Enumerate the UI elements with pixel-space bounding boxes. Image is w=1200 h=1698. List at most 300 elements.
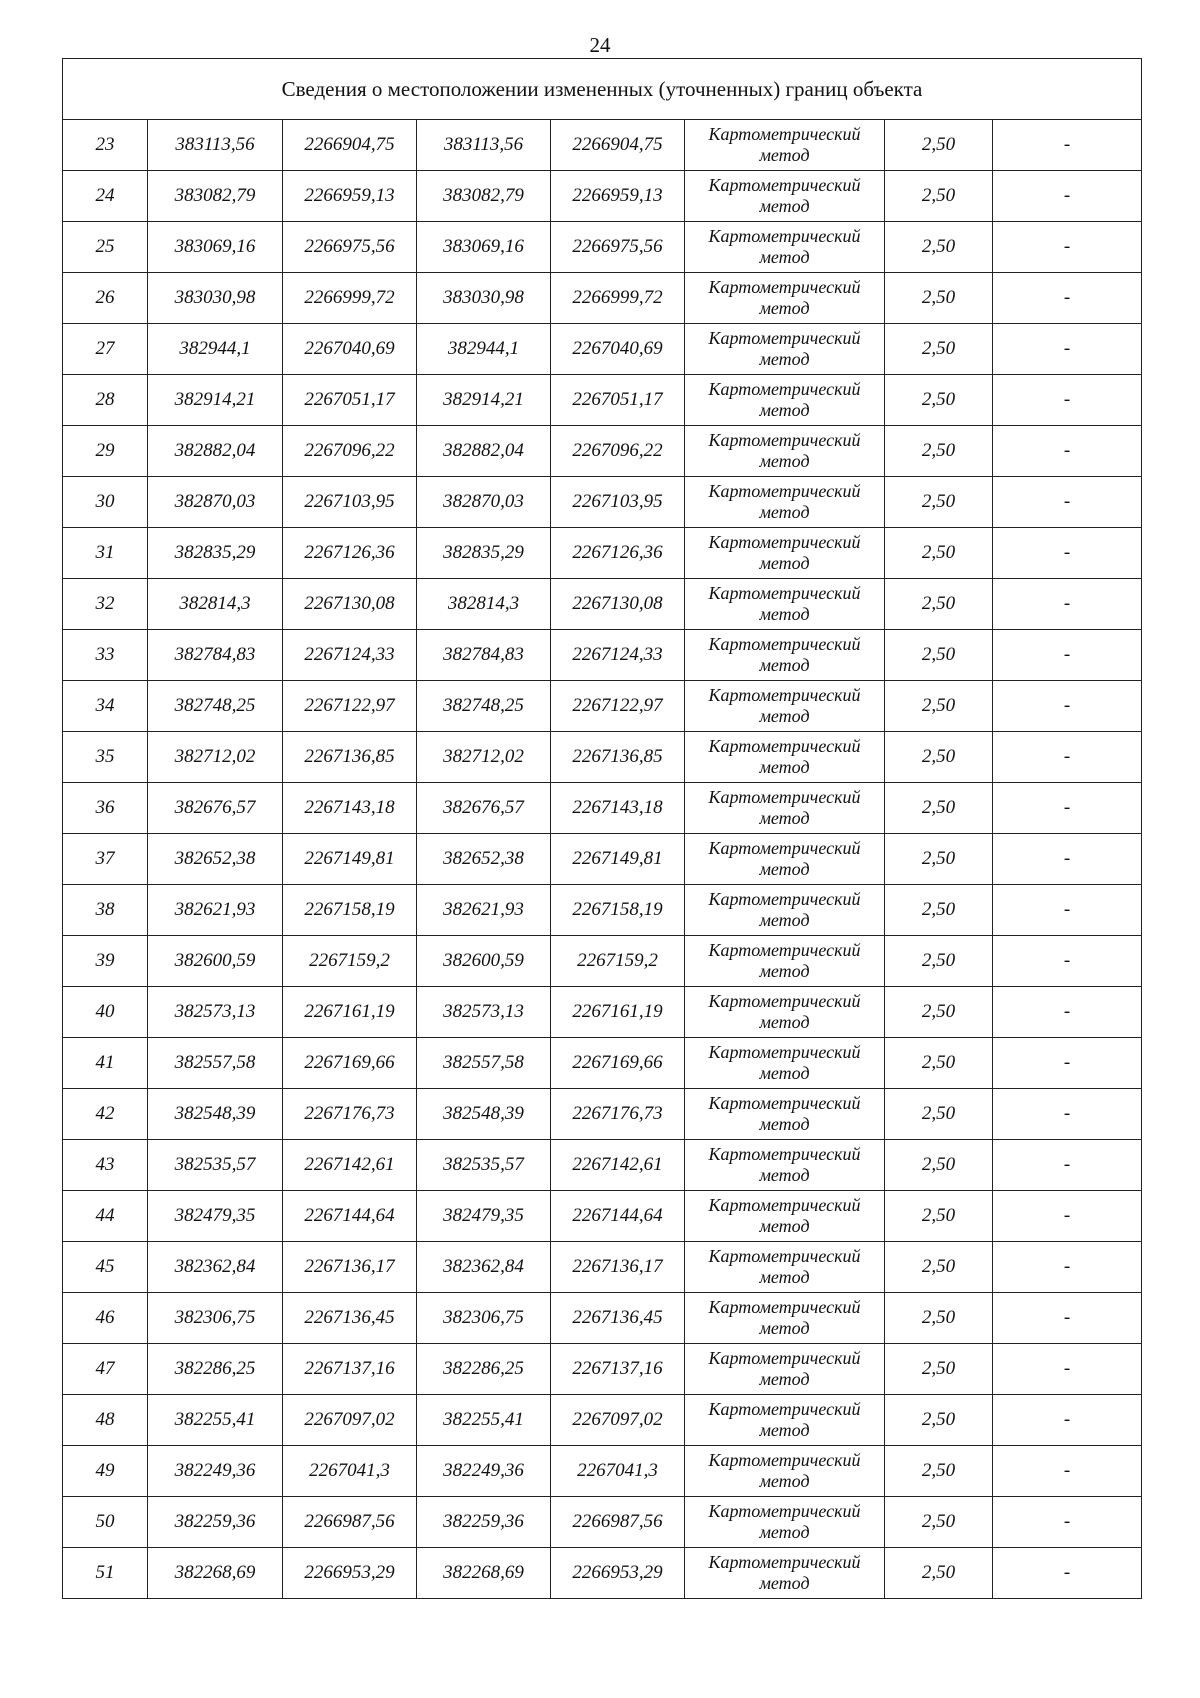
method-line-1: Картометрический [708,583,861,603]
note-cell: - [993,120,1142,171]
method-line-2: метод [759,757,810,777]
method-line-2: метод [759,349,810,369]
refined-x-cell: 382249,36 [417,1446,551,1497]
refined-y-cell: 2267176,73 [551,1089,685,1140]
method-cell [685,171,885,222]
table-row [63,528,1142,579]
existing-x-cell: 382306,75 [148,1293,283,1344]
existing-x-cell: 382557,58 [148,1038,283,1089]
existing-x-cell: 382600,59 [148,936,283,987]
accuracy-cell: 2,50 [885,885,993,936]
existing-y-cell: 2267051,17 [283,375,417,426]
accuracy-cell: 2,50 [885,936,993,987]
method-line-1: Картометрический [708,1348,861,1368]
refined-x-cell: 382268,69 [417,1548,551,1599]
existing-y-cell: 2266959,13 [283,171,417,222]
refined-x-cell: 383030,98 [417,273,551,324]
refined-x-cell: 383113,56 [417,120,551,171]
point-number-cell: 27 [63,324,148,375]
method-cell [685,375,885,426]
method-cell [685,834,885,885]
existing-y-cell: 2267096,22 [283,426,417,477]
method-cell [685,936,885,987]
refined-y-cell: 2267158,19 [551,885,685,936]
table-row [63,681,1142,732]
method-line-1: Картометрический [708,532,861,552]
point-number-cell: 40 [63,987,148,1038]
method-line-1: Картометрический [708,1552,861,1572]
method-line-1: Картометрический [708,430,861,450]
refined-x-cell: 382600,59 [417,936,551,987]
method-cell [685,1548,885,1599]
note-cell: - [993,630,1142,681]
existing-y-cell: 2266999,72 [283,273,417,324]
existing-y-cell: 2266987,56 [283,1497,417,1548]
method-line-2: метод [759,247,810,267]
note-cell: - [993,732,1142,783]
table-row [63,885,1142,936]
table-row [63,273,1142,324]
note-cell: - [993,1344,1142,1395]
table-row [63,324,1142,375]
boundary-coordinates-table [62,58,1142,1599]
point-number-cell: 36 [63,783,148,834]
method-line-1: Картометрический [708,277,861,297]
method-cell [685,120,885,171]
refined-y-cell: 2266904,75 [551,120,685,171]
existing-y-cell: 2267169,66 [283,1038,417,1089]
method-cell [685,579,885,630]
note-cell: - [993,1089,1142,1140]
accuracy-cell: 2,50 [885,579,993,630]
accuracy-cell: 2,50 [885,273,993,324]
method-line-1: Картометрический [708,940,861,960]
method-cell [685,1344,885,1395]
point-number-cell: 50 [63,1497,148,1548]
table-row [63,1140,1142,1191]
existing-x-cell: 382944,1 [148,324,283,375]
table-row [63,171,1142,222]
existing-x-cell: 382286,25 [148,1344,283,1395]
existing-y-cell: 2267136,17 [283,1242,417,1293]
accuracy-cell: 2,50 [885,171,993,222]
table-row [63,1446,1142,1497]
page-number: 24 [589,33,611,57]
existing-y-cell: 2267122,97 [283,681,417,732]
refined-x-cell: 382557,58 [417,1038,551,1089]
point-number-cell: 42 [63,1089,148,1140]
point-number-cell: 33 [63,630,148,681]
accuracy-cell: 2,50 [885,681,993,732]
note-cell: - [993,885,1142,936]
existing-y-cell: 2266953,29 [283,1548,417,1599]
accuracy-cell: 2,50 [885,987,993,1038]
accuracy-cell: 2,50 [885,120,993,171]
table-row [63,987,1142,1038]
method-line-1: Картометрический [708,1042,861,1062]
method-line-2: метод [759,553,810,573]
method-line-2: метод [759,1267,810,1287]
method-line-2: метод [759,196,810,216]
note-cell: - [993,273,1142,324]
refined-x-cell: 382535,57 [417,1140,551,1191]
point-number-cell: 34 [63,681,148,732]
table-title: Сведения о местоположении измененных (уточненных) границ объекта [63,59,1142,120]
existing-y-cell: 2267130,08 [283,579,417,630]
method-line-1: Картометрический [708,634,861,654]
refined-y-cell: 2266959,13 [551,171,685,222]
existing-y-cell: 2267126,36 [283,528,417,579]
note-cell: - [993,1395,1142,1446]
table-row [63,1548,1142,1599]
table-row [63,579,1142,630]
method-cell [685,1089,885,1140]
method-line-2: метод [759,1522,810,1542]
refined-y-cell: 2267051,17 [551,375,685,426]
existing-x-cell: 382249,36 [148,1446,283,1497]
method-line-2: метод [759,451,810,471]
existing-y-cell: 2266975,56 [283,222,417,273]
method-line-1: Картометрический [708,736,861,756]
existing-y-cell: 2266904,75 [283,120,417,171]
accuracy-cell: 2,50 [885,834,993,885]
refined-y-cell: 2267137,16 [551,1344,685,1395]
accuracy-cell: 2,50 [885,1395,993,1446]
refined-y-cell: 2267169,66 [551,1038,685,1089]
method-line-2: метод [759,808,810,828]
method-line-1: Картометрический [708,1093,861,1113]
existing-y-cell: 2267124,33 [283,630,417,681]
point-number-cell: 43 [63,1140,148,1191]
refined-x-cell: 382748,25 [417,681,551,732]
method-line-2: метод [759,1216,810,1236]
table-row [63,1038,1142,1089]
method-cell [685,885,885,936]
method-line-1: Картометрический [708,838,861,858]
method-line-2: метод [759,400,810,420]
existing-x-cell: 382835,29 [148,528,283,579]
method-cell [685,528,885,579]
accuracy-cell: 2,50 [885,732,993,783]
existing-y-cell: 2267041,3 [283,1446,417,1497]
method-line-2: метод [759,961,810,981]
accuracy-cell: 2,50 [885,1497,993,1548]
refined-y-cell: 2267136,85 [551,732,685,783]
existing-y-cell: 2267158,19 [283,885,417,936]
point-number-cell: 44 [63,1191,148,1242]
point-number-cell: 45 [63,1242,148,1293]
method-cell [685,630,885,681]
accuracy-cell: 2,50 [885,783,993,834]
note-cell: - [993,1038,1142,1089]
refined-y-cell: 2267096,22 [551,426,685,477]
existing-x-cell: 383030,98 [148,273,283,324]
method-cell [685,222,885,273]
refined-x-cell: 382259,36 [417,1497,551,1548]
existing-y-cell: 2267097,02 [283,1395,417,1446]
refined-y-cell: 2267161,19 [551,987,685,1038]
method-line-2: метод [759,1369,810,1389]
refined-y-cell: 2267159,2 [551,936,685,987]
method-line-2: метод [759,1420,810,1440]
table-header-row [63,59,1142,120]
refined-y-cell: 2266975,56 [551,222,685,273]
existing-x-cell: 382535,57 [148,1140,283,1191]
note-cell: - [993,1497,1142,1548]
refined-x-cell: 382870,03 [417,477,551,528]
existing-x-cell: 382259,36 [148,1497,283,1548]
method-cell [685,987,885,1038]
existing-y-cell: 2267136,85 [283,732,417,783]
method-line-2: метод [759,1471,810,1491]
refined-y-cell: 2267041,3 [551,1446,685,1497]
refined-y-cell: 2266953,29 [551,1548,685,1599]
point-number-cell: 26 [63,273,148,324]
table-body [63,120,1142,1599]
point-number-cell: 51 [63,1548,148,1599]
refined-x-cell: 382362,84 [417,1242,551,1293]
accuracy-cell: 2,50 [885,222,993,273]
refined-x-cell: 382814,3 [417,579,551,630]
table-row [63,1395,1142,1446]
method-cell [685,1038,885,1089]
method-cell [685,477,885,528]
existing-x-cell: 382784,83 [148,630,283,681]
existing-y-cell: 2267103,95 [283,477,417,528]
refined-y-cell: 2267144,64 [551,1191,685,1242]
refined-x-cell: 382479,35 [417,1191,551,1242]
method-line-1: Картометрический [708,379,861,399]
refined-x-cell: 382286,25 [417,1344,551,1395]
point-number-cell: 35 [63,732,148,783]
method-line-2: метод [759,1318,810,1338]
method-line-1: Картометрический [708,1297,861,1317]
refined-y-cell: 2267097,02 [551,1395,685,1446]
existing-y-cell: 2267142,61 [283,1140,417,1191]
point-number-cell: 32 [63,579,148,630]
method-line-2: метод [759,502,810,522]
refined-x-cell: 382621,93 [417,885,551,936]
accuracy-cell: 2,50 [885,1446,993,1497]
existing-x-cell: 382621,93 [148,885,283,936]
point-number-cell: 46 [63,1293,148,1344]
method-line-2: метод [759,604,810,624]
refined-x-cell: 382944,1 [417,324,551,375]
accuracy-cell: 2,50 [885,426,993,477]
refined-y-cell: 2267040,69 [551,324,685,375]
refined-y-cell: 2267122,97 [551,681,685,732]
existing-x-cell: 382676,57 [148,783,283,834]
existing-y-cell: 2267040,69 [283,324,417,375]
accuracy-cell: 2,50 [885,1089,993,1140]
note-cell: - [993,222,1142,273]
point-number-cell: 23 [63,120,148,171]
refined-y-cell: 2267136,45 [551,1293,685,1344]
table-row [63,222,1142,273]
table-row [63,732,1142,783]
existing-y-cell: 2267144,64 [283,1191,417,1242]
method-line-1: Картометрический [708,1399,861,1419]
point-number-cell: 38 [63,885,148,936]
method-cell [685,273,885,324]
point-number-cell: 30 [63,477,148,528]
existing-y-cell: 2267161,19 [283,987,417,1038]
method-cell [685,1446,885,1497]
method-line-2: метод [759,1012,810,1032]
table-row [63,375,1142,426]
existing-y-cell: 2267159,2 [283,936,417,987]
refined-x-cell: 382676,57 [417,783,551,834]
note-cell: - [993,834,1142,885]
existing-x-cell: 382882,04 [148,426,283,477]
existing-x-cell: 382479,35 [148,1191,283,1242]
refined-x-cell: 382882,04 [417,426,551,477]
refined-x-cell: 382835,29 [417,528,551,579]
accuracy-cell: 2,50 [885,375,993,426]
note-cell: - [993,1548,1142,1599]
note-cell: - [993,528,1142,579]
table-row [63,1242,1142,1293]
table-row [63,1497,1142,1548]
accuracy-cell: 2,50 [885,630,993,681]
existing-x-cell: 382748,25 [148,681,283,732]
point-number-cell: 29 [63,426,148,477]
method-cell [685,783,885,834]
method-line-1: Картометрический [708,889,861,909]
accuracy-cell: 2,50 [885,1038,993,1089]
accuracy-cell: 2,50 [885,1191,993,1242]
existing-x-cell: 383069,16 [148,222,283,273]
refined-y-cell: 2267136,17 [551,1242,685,1293]
point-number-cell: 41 [63,1038,148,1089]
table-row [63,426,1142,477]
existing-y-cell: 2267136,45 [283,1293,417,1344]
refined-x-cell: 382652,38 [417,834,551,885]
refined-y-cell: 2266999,72 [551,273,685,324]
existing-x-cell: 382814,3 [148,579,283,630]
method-line-2: метод [759,655,810,675]
method-line-2: метод [759,1114,810,1134]
point-number-cell: 37 [63,834,148,885]
method-cell [685,1497,885,1548]
refined-x-cell: 383069,16 [417,222,551,273]
method-line-1: Картометрический [708,685,861,705]
note-cell: - [993,579,1142,630]
point-number-cell: 25 [63,222,148,273]
refined-x-cell: 382548,39 [417,1089,551,1140]
table-row [63,120,1142,171]
existing-y-cell: 2267176,73 [283,1089,417,1140]
note-cell: - [993,1140,1142,1191]
method-line-1: Картометрический [708,1144,861,1164]
existing-x-cell: 383113,56 [148,120,283,171]
refined-x-cell: 382573,13 [417,987,551,1038]
refined-y-cell: 2266987,56 [551,1497,685,1548]
accuracy-cell: 2,50 [885,324,993,375]
note-cell: - [993,1191,1142,1242]
accuracy-cell: 2,50 [885,1140,993,1191]
method-line-1: Картометрический [708,991,861,1011]
refined-y-cell: 2267130,08 [551,579,685,630]
method-cell [685,1395,885,1446]
accuracy-cell: 2,50 [885,1548,993,1599]
table-row [63,783,1142,834]
method-cell [685,426,885,477]
refined-y-cell: 2267126,36 [551,528,685,579]
accuracy-cell: 2,50 [885,1242,993,1293]
refined-x-cell: 382712,02 [417,732,551,783]
refined-x-cell: 382255,41 [417,1395,551,1446]
existing-y-cell: 2267137,16 [283,1344,417,1395]
accuracy-cell: 2,50 [885,528,993,579]
accuracy-cell: 2,50 [885,1293,993,1344]
table-row [63,630,1142,681]
method-cell [685,1191,885,1242]
method-line-1: Картометрический [708,1450,861,1470]
method-line-2: метод [759,706,810,726]
refined-x-cell: 382914,21 [417,375,551,426]
method-line-2: метод [759,1165,810,1185]
accuracy-cell: 2,50 [885,477,993,528]
method-cell [685,732,885,783]
method-cell [685,1140,885,1191]
note-cell: - [993,987,1142,1038]
note-cell: - [993,1446,1142,1497]
existing-x-cell: 382573,13 [148,987,283,1038]
table-row [63,1293,1142,1344]
note-cell: - [993,171,1142,222]
table-row [63,477,1142,528]
existing-x-cell: 382652,38 [148,834,283,885]
note-cell: - [993,426,1142,477]
method-line-2: метод [759,1573,810,1593]
method-line-1: Картометрический [708,1195,861,1215]
existing-x-cell: 382914,21 [148,375,283,426]
method-line-1: Картометрический [708,226,861,246]
method-line-1: Картометрический [708,481,861,501]
refined-y-cell: 2267142,61 [551,1140,685,1191]
method-line-2: метод [759,1063,810,1083]
existing-x-cell: 382255,41 [148,1395,283,1446]
method-cell [685,1293,885,1344]
table-row [63,1191,1142,1242]
refined-y-cell: 2267143,18 [551,783,685,834]
method-cell [685,324,885,375]
method-line-1: Картометрический [708,1246,861,1266]
note-cell: - [993,1293,1142,1344]
method-line-1: Картометрический [708,124,861,144]
refined-y-cell: 2267124,33 [551,630,685,681]
refined-x-cell: 383082,79 [417,171,551,222]
refined-x-cell: 382784,83 [417,630,551,681]
method-line-2: метод [759,859,810,879]
method-line-1: Картометрический [708,175,861,195]
note-cell: - [993,324,1142,375]
existing-y-cell: 2267149,81 [283,834,417,885]
method-cell [685,681,885,732]
point-number-cell: 31 [63,528,148,579]
existing-y-cell: 2267143,18 [283,783,417,834]
refined-x-cell: 382306,75 [417,1293,551,1344]
note-cell: - [993,375,1142,426]
refined-y-cell: 2267103,95 [551,477,685,528]
note-cell: - [993,936,1142,987]
note-cell: - [993,477,1142,528]
method-line-1: Картометрический [708,328,861,348]
note-cell: - [993,783,1142,834]
accuracy-cell: 2,50 [885,1344,993,1395]
existing-x-cell: 382712,02 [148,732,283,783]
